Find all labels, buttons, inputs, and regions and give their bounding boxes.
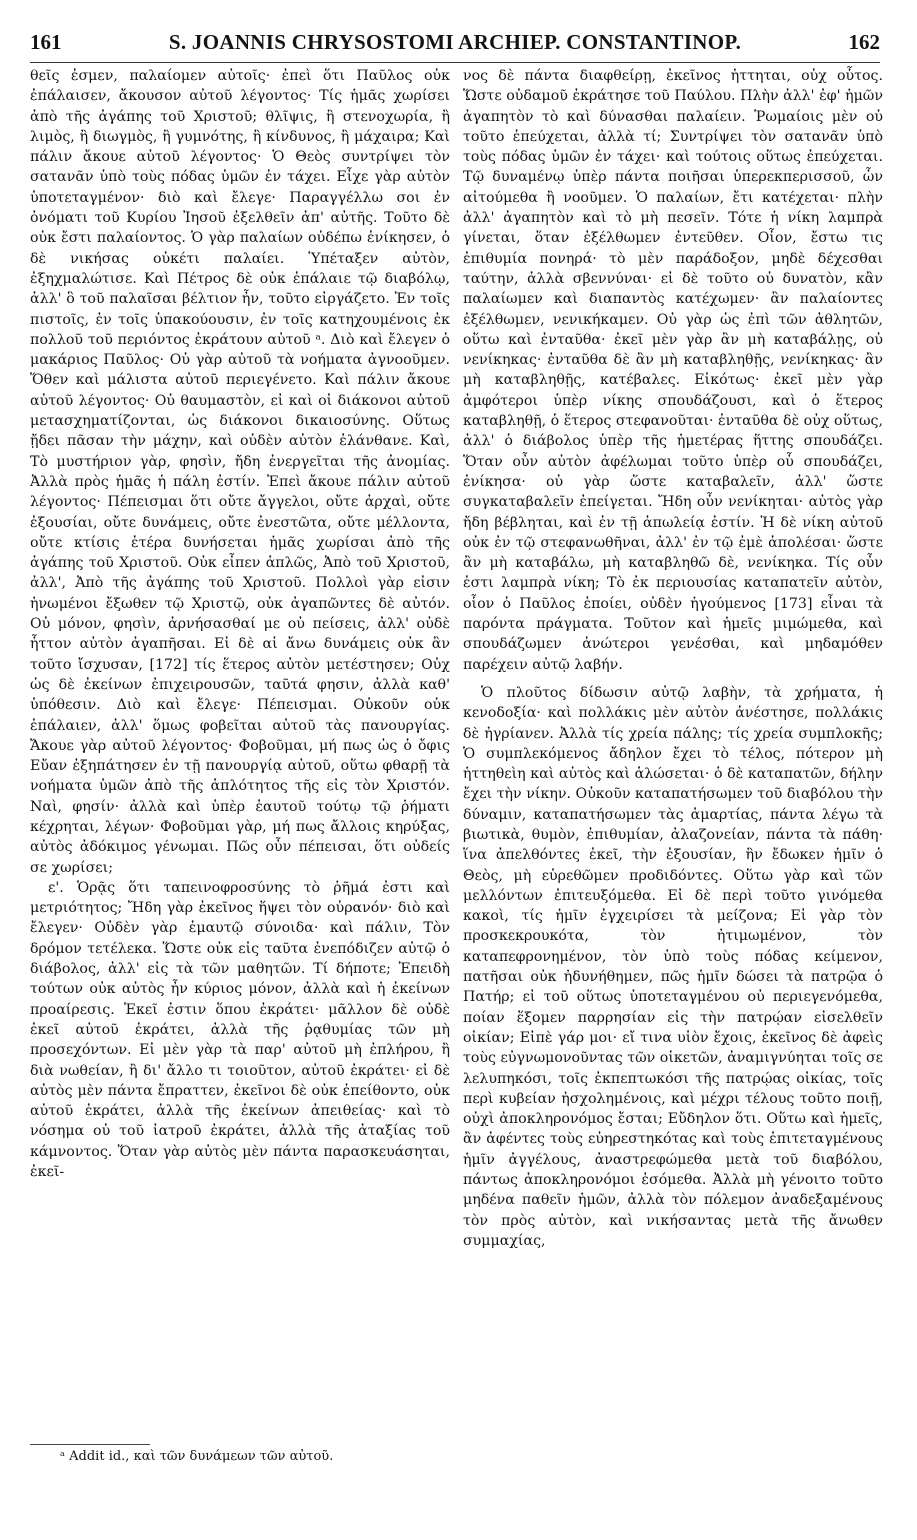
paragraph: Ὁ πλοῦτος δίδωσιν αὐτῷ λαβὴν, τὰ χρήματα, ἡ κενοδοξία· καὶ πολλάκις μὲν αὐτὸν ἀνέστησε, πολλάκις δὲ ἠγρίανεν. Ἀλλὰ τίς χρεία πάλης; τίς χρεία συμπλοκῆς; Ὁ συμπλεκόμενος ἄδηλον ἔχει τὸ τέλος, πότερον μὴ ἡττηθεὶη καὶ αὐτὸς καὶ ἁλώσεται· ὁ δὲ καταπατῶν, δήλην ἔχει τὴν νίκην. Οὐκοῦν καταπατήσωμεν τοῦ διαβόλου τὴν δύναμιν, καταπατήσωμεν τὰς ἁμαρτίας, πάντα λέγω τὰ βιωτικὰ, θυμὸν, ἐπιθυμίαν, ἀλαζονείαν, πάντα τὰ πάθη· ἵνα ἀπελθόντες ἐκεῖ, τὴν ἐξουσίαν, ἣν ἔδωκεν ἡμῖν ὁ Θεὸς, μὴ εὑρεθῶμεν προδιδόντες. Οὕτω γὰρ καὶ τῶν μελλόντων ἐπιτευξόμεθα. Εἰ δὲ περὶ τοῦτο γινόμεθα κακοὶ, τίς ἡμῖν ἐγχειρίσει τὰ μείζονα; Εἰ γὰρ τὸν προσκεκρουκότα, τὸν ἠτιμωμένον, τὸν καταπεφρονημένον, τὸν ὑπὸ τοὺς πόδας κείμενον, πατῆσαι οὐκ ἠδυνήθημεν, πῶς ἡμῖν δώσει τὰ πατρῷα ὁ Πατήρ; εἰ τοῦ οὕτως ὑποτεταγμένου οὐ περιεγενόμεθα, ποίαν ἕξομεν παρρησίαν εἰς τὴν πατρῴαν εἰσελθεῖν οἰκίαν; Εἰπὲ γάρ μοι· εἴ τινα υἱὸν ἔχοις, ἐκεῖνος δὲ ἀφεὶς τοὺς εὐγνωμονοῦντας τῶν οἰκετῶν, ἀναμιγνύηται τοῖς σε λελυπηκόσι, τοῖς ἐκπεπτωκόσι τῆς πατρῴας οἰκίας, τοῖς περὶ κυβείαν ἠσχολημένοις, καὶ μέχρι τέλους τοῦτο ποιῇ, οὐχὶ ἀποκληρονόμος ἔσται; Εὔδηλον ὅτι. Οὕτω καὶ ἡμεῖς, ἂν ἀφέντες τοὺς εὐηρεστηκότας καὶ τοὺς ἐπιτεταγμένους ἡμῖν ἀγγέλους, ἀναστρεφώμεθα μετὰ τοῦ διαβόλου, πάντως ἀποκληρονόμοι ἐσόμεθα. Ἀλλὰ μὴ γένοιτο τοῦτο μηδένα παθεῖν ἡμῶν, ἀλλὰ τὸν πόλεμον ἀναδεξαμένους τὸν πρὸς αὐτὸν, καὶ νικήσαντας μετὰ τῆς ἄνωθεν συμμαχίας, [463,684,883,1249]
page-number-left: 161 [30,30,62,54]
header-rule [30,62,880,63]
running-title: S. JOANNIS CHRYSOSTOMI ARCHIEP. CONSTANTINOP. [168,30,742,54]
running-head [30,30,880,58]
right-column [463,66,883,1251]
paragraph: νος δὲ πάντα διαφθείρῃ, ἐκεῖνος ἡττηται, οὐχ οὗτος. Ὥστε οὐδαμοῦ ἐκράτησε τοῦ Παύλου. Πλὴν ἀλλ' ἐφ' ἡμῶν ἀγαπητὸν τὸ καὶ δύνασθαι παλαίειν. Ῥωμαίοις μὲν οὐ τοῦτο ἐπεύχεται, ἀλλὰ τί; Συντρίψει τὸν σατανᾶν ὑπὸ τοὺς πόδας ὑμῶν ἐν τάχει· καὶ τούτοις οὕτως ἐπεύχεται. Τῷ δυναμένῳ ὑπὲρ πάντα ποιῆσαι ὑπερεκπερισσοῦ, ὧν αἰτούμεθα ἢ νοοῦμεν. Ὁ παλαίων, ἔτι κατέχεται· πλὴν ἀλλ' ἀγαπητὸν καὶ τὸ μὴ πεσεῖν. Τότε ἡ νίκη λαμπρὰ γίνεται, ὅταν ἐξέλθωμεν ἐντεῦθεν. Οἷον, ἔστω τις ἐπιθυμία πονηρά· τὸ μὲν παράδοξον, μηδὲ δέχεσθαι ταύτην, ἀλλὰ σβεννύναι· εἰ δὲ τοῦτο οὐ δυνατὸν, κἂν παλαίωμεν καὶ διαπαντὸς κατέχωμεν· ἂν παλαίοντες ἐξέλθωμεν, νενικήκαμεν. Οὐ γὰρ ὡς ἐπὶ τῶν ἀθλητῶν, οὕτω καὶ ἐνταῦθα· ἐκεῖ μὲν γὰρ ἂν μὴ καταβάλῃς, οὐ νενίκηκας· ἐνταῦθα δὲ ἂν μὴ καταβληθῇς, νενίκηκας· ἂν μὴ καταβληθῇς, κατέβαλες. Εἰκότως· ἐκεῖ μὲν γὰρ ἀμφότεροι ὑπὲρ νίκης σπουδάζουσι, καὶ ὁ ἕτερος καταβληθῇ, ὁ ἕτερος στεφανοῦται· ἐνταῦθα δὲ οὐχ οὕτως, ἀλλ' ὁ διάβολος ὑπὲρ τῆς ἡμετέρας ἥττης σπουδάζει. Ὅταν οὖν αὐτὸν ἀφέλωμαι τοῦτο ὑπὲρ οὗ σπουδάζει, ἐνίκησα· οὐ γὰρ ὥστε καταβαλεῖν, ἀλλ' ὥστε συγκαταβαλεῖν ἐπείγεται. Ἤδη οὖν νενίκηται· αὐτὸς γὰρ ἤδη βέβληται, καὶ ἐν τῇ ἀπωλείᾳ ἐστίν. Ἡ δὲ νίκη αὐτοῦ οὐκ ἐν τῷ στεφανωθῆναι, ἀλλ' ἐν τῷ ἐμὲ ἀπολέσαι· ὥστε ἂν μὴ καταβάλω, μὴ καταβληθῶ δὲ, νενίκηκα. Τίς οὖν ἐστι λαμπρὰ νίκη; Τὸ ἐκ περιουσίας καταπατεῖν αὐτὸν, οἷον ὁ Παῦλος ἐποίει, οὐδὲν ἡγούμενος [173] εἶναι τὰ παρόντα πράγματα. Τοῦτον καὶ ἡμεῖς μιμώμεθα, καὶ σπουδάζωμεν ἀνώτεροι γενέσθαι, καὶ μηδαμόθεν παρέχειν αὐτῷ λαβήν. [463,68,883,673]
left-column [30,66,450,1182]
footnote: ᵃ Addit id., καὶ τῶν δυνάμεων τῶν αὐτοῦ. [60,1449,334,1464]
page-number-right: 162 [848,30,880,54]
footnote-rule [30,1444,150,1445]
paragraph: θεῖς ἐσμεν, παλαίομεν αὐτοῖς· ἐπεὶ ὅτι Παῦλος οὐκ ἐπάλαισεν, ἄκουσον αὐτοῦ λέγοντος· Τίς ἡμᾶς χωρίσει ἀπὸ τῆς ἀγάπης τοῦ Χριστοῦ; θλῖψις, ἢ στενοχωρία, ἢ λιμὸς, ἢ διωγμὸς, ἢ γυμνότης, ἢ κίνδυνος, ἢ μάχαιρα; Καὶ πάλιν ἄκουε αὐτοῦ λέγοντος· Ὁ Θεὸς συντρίψει τὸν σατανᾶν ὑπὸ τοὺς πόδας ὑμῶν ἐν τάχει. Εἶχε γὰρ αὐτὸν ὑποτεταγμένον· διὸ καὶ ἔλεγε· Παραγγέλλω σοι ἐν ὀνόματι τοῦ Κυρίου Ἰησοῦ ἐξελθεῖν ἀπ' αὐτῆς. Τοῦτο δὲ οὐκ ἔστι παλαίοντος. Ὁ γὰρ παλαίων οὐδέπω ἐνίκησεν, ὁ δὲ νικήσας οὐκέτι παλαίει. Ὑπέταξεν αὐτὸν, ἐξηχμαλώτισε. Καὶ Πέτρος δὲ οὐκ ἐπάλαιε τῷ διαβόλῳ, ἀλλ' ὃ τοῦ παλαῖσαι βέλτιον ἦν, τοῦτο εἰργάζετο. Ἐν τοῖς πιστοῖς, ἐν τοῖς ὑπακούουσιν, ἐν τοῖς κατηχουμένοις ἐκ πολλοῦ τοῦ περιόντος ἐκράτουν αὐτοῦ ᵃ. Διὸ καὶ ἔλεγεν ὁ μακάριος Παῦλος· Οὐ γὰρ αὐτοῦ τὰ νοήματα ἀγνοοῦμεν. Ὅθεν καὶ μάλιστα αὐτοῦ περιεγένετο. Καὶ πάλιν ἄκουε αὐτοῦ λέγοντος· Οὐ θαυμαστὸν, εἰ καὶ οἱ διάκονοι αὐτοῦ μετασχηματίζονται, ὡς διάκονοι δικαιοσύνης. Οὕτως ᾔδει πᾶσαν τὴν μάχην, καὶ οὐδὲν αὐτὸν ἐλάνθανε. Καὶ, Τὸ μυστήριον γὰρ, φησὶν, ἤδη ἐνεργεῖται τῆς ἀνομίας. Ἀλλὰ πρὸς ἡμᾶς ἡ πάλη ἐστίν. Ἐπεὶ ἄκουε πάλιν αὐτοῦ λέγοντος· Πέπεισμαι ὅτι οὔτε ἄγγελοι, οὔτε ἀρχαὶ, οὔτε ἐξουσίαι, οὔτε δυνάμεις, οὔτε ἐνεστῶτα, οὔτε μέλλοντα, οὔτε κτίσις ἑτέρα δυνήσεται ἡμᾶς χωρίσαι ἀπὸ τῆς ἀγάπης τοῦ Χριστοῦ. Οὐκ εἶπεν ἁπλῶς, Ἀπὸ τοῦ Χριστοῦ, ἀλλ', Ἀπὸ τῆς ἀγάπης τοῦ Χριστοῦ. Πολλοὶ γὰρ εἰσιν ἡνωμένοι ἔξωθεν τῷ Χριστῷ, οὐκ ἀγαπῶντες δὲ αὐτόν. Οὐ μόνον, φησὶν, ἀρνήσασθαί με οὐ πείσεις, ἀλλ' οὐδὲ ἧττον αὐτὸν ἀγαπῆσαι. Εἰ δὲ αἱ ἄνω δυνάμεις οὐκ ἂν τοῦτο ἴσχυσαν, [172] τίς ἕτερος αὐτὸν μετέστησεν; Οὐχ ὡς δὲ ἐκείνων ἐπιχειρουσῶν, ταῦτά φησιν, ἀλλὰ καθ' ὑπόθεσιν. Διὸ καὶ ἔλεγε· Πέπεισμαι. Οὐκοῦν οὐκ ἐπάλαιεν, ἀλλ' ὅμως φοβεῖται αὐτοῦ τὰς πανουργίας. Ἄκουε γὰρ αὐτοῦ λέγοντος· Φοβοῦμαι, μή πως ὡς ὁ ὄφις Εὔαν ἐξηπάτησεν ἐν τῇ πανουργίᾳ αὐτοῦ, οὕτω φθαρῇ τὰ νοήματα ὑμῶν ἀπὸ τῆς ἁπλότητος τῆς εἰς τὸν Χριστόν. Ναὶ, φησίν· ἀλλὰ καὶ ὑπὲρ ἑαυτοῦ τούτῳ τῷ ῥήματι κέχρηται, λέγων· Φοβοῦμαι γὰρ, μή πως ἄλλοις κηρύξας, αὐτὸς ἀδόκιμος γένωμαι. Πῶς οὖν πέπεισαι, ὅτι οὐδείς σε χωρίσει; [30,68,450,876]
paragraph-section-5: ε'. Ὁρᾷς ὅτι ταπεινοφροσύνης τὸ ῥῆμά ἐστι καὶ μετριότητος; Ἤδη γὰρ ἐκεῖνος ἥψει τὸν οὐρανόν· διὸ καὶ ἔλεγεν· Οὐδὲν γὰρ ἐμαυτῷ σύνοιδα· καὶ πάλιν, Τὸν δρόμον τετέλεκα. Ὥστε οὐκ εἰς ταῦτα ἐνεπόδιζεν αὐτῷ ὁ διάβολος, ἀλλ' εἰς τὰ τῶν μαθητῶν. Τί δήποτε; Ἐπειδὴ τούτων οὐκ αὐτὸς ἦν κύριος μόνον, ἀλλὰ καὶ ἡ ἐκείνων προαίρεσις. Ἐκεῖ ἐστιν ὅπου ἐκράτει· μᾶλλον δὲ οὐδὲ ἐκεῖ αὐτοῦ ἐκράτει, ἀλλὰ τῆς ῥᾳθυμίας τῶν μὴ προσεχόντων. Εἰ μὲν γὰρ τὰ παρ' αὐτοῦ μὴ ἐπλήρου, ἢ διὰ νωθείαν, ἢ δι' ἄλλο τι τοιοῦτον, αὐτοῦ ἐκράτει· εἰ δὲ αὐτὸς μὲν πάντα ἔπραττεν, ἐκεῖνοι δὲ οὐκ ἐπείθοντο, οὐκ αὐτοῦ ἐκράτει, ἀλλὰ τῆς ἐκείνων ἀπειθείας· καὶ τὸ νόσημα οὐ τοῦ ἰατροῦ ἐκράτει, ἀλλὰ τῆς ἀταξίας τοῦ κάμνοντος. Ὅταν γὰρ αὐτὸς μὲν πάντα παρασκευάσηται, ἐκεῖ- [30,879,450,1181]
